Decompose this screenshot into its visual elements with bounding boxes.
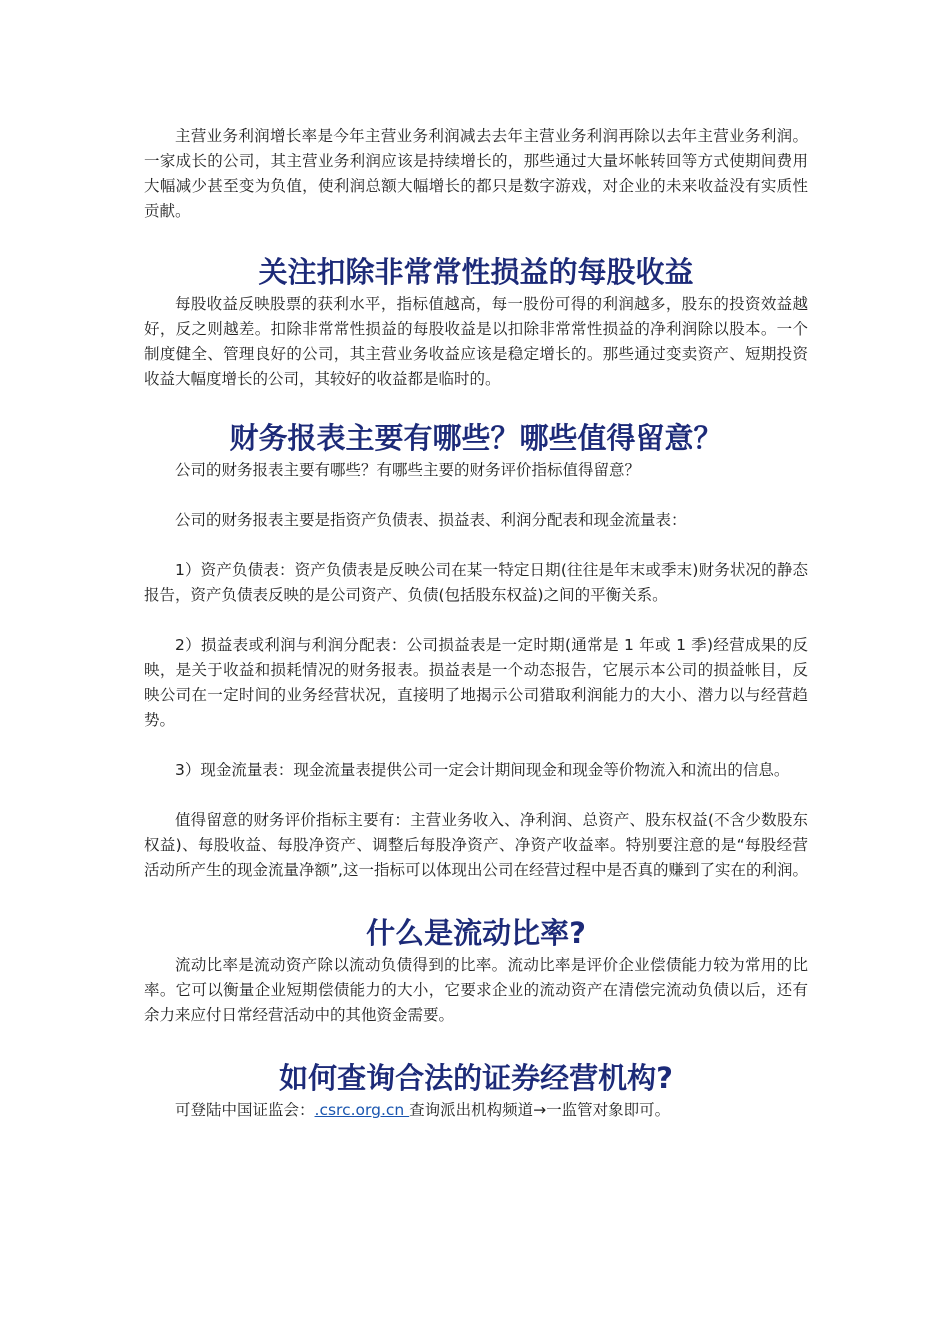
current-ratio-paragraph: 流动比率是流动资产除以流动负债得到的比率。流动比率是评价企业偿债能力较为常用的比率。它可以衡量企业短期偿债能力的大小，它要求企业的流动资产在清偿完流动负债以后，还有余力来应付日常经营活动中的其他资金需要。 [144,956,808,1024]
income-statement-item: 2）损益表或利润与利润分配表：公司损益表是一定时期(通常是 1 年或 1 季)经营成果的反映，是关于收益和损耗情况的财务报表。损益表是一个动态报告，它展示本公司的损益帐目，反映公司在一定时间的业务经营状况，直接明了地揭示公司猎取利润能力的大小、潜力以与经营趋势。 [144,636,808,729]
document-page [144,124,808,1123]
eps-heading: 关注扣除非常常性损益的每股收益 [258,255,694,289]
profit-growth-paragraph: 主营业务利润增长率是今年主营业务利润减去去年主营业务利润再除以去年主营业务利润。一家成长的公司，其主营业务利润应该是持续增长的，那些通过大量坏帐转回等方式使期间费用大幅减少甚至变为负值，使利润总额大幅增长的都只是数字游戏，对企业的未来收益没有实质性贡献。 [144,127,808,220]
query-prefix: 可登陆中国证监会： [175,1101,315,1119]
securities-query-paragraph [144,1098,808,1123]
current-ratio-heading: 什么是流动比率? [366,916,586,950]
securities-query-heading: 如何查询合法的证券经营机构? [279,1061,673,1095]
query-suffix: 查询派出机构频道→一监管对象即可。 [409,1101,671,1119]
financial-statements-summary: 公司的财务报表主要是指资产负债表、损益表、利润分配表和现金流量表： [175,511,687,529]
csrc-link[interactable]: .csrc.org.cn [314,1101,410,1119]
financial-statements-heading: 财务报表主要有哪些？哪些值得留意？ [229,421,723,455]
indicators-paragraph: 值得留意的财务评价指标主要有：主营业务收入、净利润、总资产、股东权益(不含少数股东权益)、每股收益、每股净资产、调整后每股净资产、净资产收益率。特别要注意的是“每股经营活动所产生的现金流量净额”,这一指标可以体现出公司在经营过程中是否真的赚到了实在的利润。 [144,811,808,879]
financial-statements-intro: 公司的财务报表主要有哪些？有哪些主要的财务评价指标值得留意？ [175,461,641,479]
balance-sheet-item: 1）资产负债表：资产负债表是反映公司在某一特定日期(往往是年末或季末)财务状况的静态报告，资产负债表反映的是公司资产、负债(包括股东权益)之间的平衡关系。 [144,561,808,604]
cash-flow-item: 3）现金流量表：现金流量表提供公司一定会计期间现金和现金等价物流入和流出的信息。 [175,761,790,779]
eps-paragraph: 每股收益反映股票的获利水平，指标值越高，每一股份可得的利润越多，股东的投资效益越好，反之则越差。扣除非常常性损益的每股收益是以扣除非常常性损益的净利润除以股本。一个制度健全、管理良好的公司，其主营业务收益应该是稳定增长的。那些通过变卖资产、短期投资收益大幅度增长的公司，其较好的收益都是临时的。 [144,295,808,388]
